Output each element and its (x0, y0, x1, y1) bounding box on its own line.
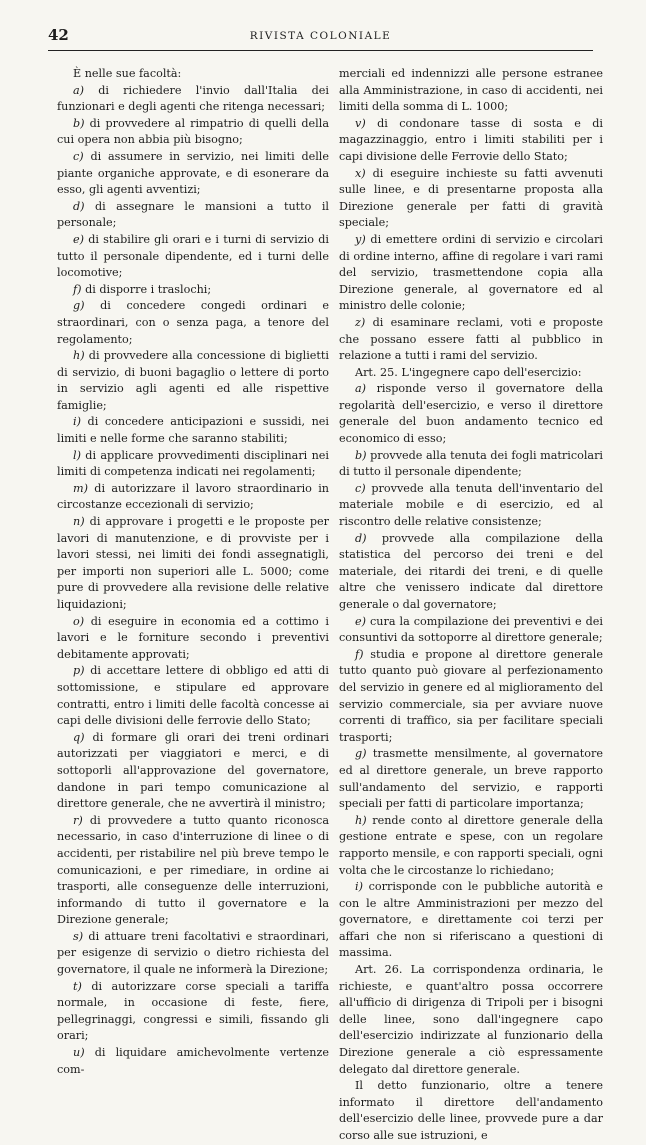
paragraph-text: di applicare provvedimenti disciplinari nei limiti di competenza indicati nei regolamenti; (57, 448, 329, 479)
paragraph-text: Art. 25. L'ingegnere capo dell'esercizio: (355, 365, 582, 379)
paragraph (339, 66, 603, 116)
paragraph-text: di provvedere a tutto quanto riconosca necessario, in caso d'interruzione di linee o di accidenti, per ristabilire nel più breve tempo le comunicazioni, e per rimediare, in ordine ai trasporti, alle conseguenze delle interruzioni, informando di tutto il governatore e la Direzione generale; (57, 813, 329, 927)
paragraph-text: di disporre i traslochi; (85, 282, 212, 296)
paragraph (57, 514, 329, 614)
paragraph (339, 647, 603, 747)
paragraph-text: di concedere congedi ordinari e straordinari, con o senza paga, a tenore del regolamento; (57, 299, 330, 346)
item-letter: d) (355, 531, 367, 545)
paragraph (57, 1045, 329, 1078)
item-letter: r) (73, 813, 83, 827)
paragraph (339, 746, 603, 812)
paragraph (339, 166, 603, 232)
paragraph (57, 448, 329, 481)
item-letter: b) (73, 116, 85, 130)
paragraph (57, 232, 329, 282)
paragraph-text: di esaminare reclami, voti e proposte che possano essere fatti al pubblico in relazione a tutti i rami del servizio. (339, 315, 603, 363)
item-letter: o) (73, 614, 85, 628)
paragraph (57, 414, 329, 447)
paragraph-text: provvede alla tenuta dell'inventario del materiale mobile e di esercizio, ed al riscontro delle relative consistenze; (339, 481, 603, 529)
item-letter: g) (73, 299, 85, 313)
paragraph (57, 663, 329, 729)
paragraph (57, 83, 329, 116)
paragraph-text: di concedere anticipazioni e sussidi, nei limiti e nelle forme che saranno stabiliti; (57, 415, 329, 446)
paragraph-text: risponde verso il governatore della regolarità dell'esercizio, e verso il direttore generale del buon andamento tecnico ed economico di esso; (339, 382, 603, 446)
paragraph-text: di attuare treni facoltativi e straordinari, per esigenze di servizio o dietro richiesta del governatore, il quale ne informerà la Direzione; (57, 929, 330, 977)
paragraph (57, 116, 329, 149)
item-letter: t) (73, 979, 82, 993)
paragraph-text: di accettare lettere di obbligo ed atti di sottomissione, e stipulare ed approvare contratti, entro i limiti delle facoltà concesse ai capi delle divisioni delle ferrovie dello Stato; (57, 664, 329, 728)
item-letter: a) (73, 83, 85, 97)
header-rule (48, 50, 593, 51)
paragraph-text: rende conto al direttore generale della gestione entrate e spese, con un regolare rapporto mensile, e con rapporti speciali, ogni volta che le circostanze lo richiedano; (339, 813, 603, 877)
paragraph-text: di provvedere alla concessione di biglietti di servizio, di buoni bagaglio o lettere di porto in servizio agli agenti ed alle rispettive famiglie; (57, 349, 329, 412)
paragraph-text: di provvedere al rimpatrio di quelli della cui opera non abbia più bisogno; (57, 116, 329, 147)
item-letter: h) (355, 813, 367, 827)
paragraph (57, 614, 329, 664)
item-letter: c) (355, 481, 366, 495)
paragraph (339, 315, 603, 365)
paragraph-text: di liquidare amichevolmente vertenze com- (57, 1046, 329, 1076)
paragraph (57, 149, 329, 199)
paragraph (339, 879, 603, 962)
item-letter: f) (73, 282, 82, 296)
paragraph-text: studia e propone al direttore generale tutto quanto può giovare al perfezionamento del servizio in genere ed al miglioramento del servizio commerciale, sia per avviare nuove correnti di traffico, sia per facilitare speciali trasporti; (339, 647, 603, 744)
paragraph-text: di eseguire in economia ed a cottimo i lavori e le forniture secondo i preventivi debitamente approvati; (57, 614, 329, 661)
paragraph (57, 730, 329, 813)
item-letter: i) (73, 415, 81, 429)
paragraph-text: di richiedere l'invio dall'Italia dei funzionari e degli agenti che ritenga necessari; (57, 83, 330, 114)
paragraph (339, 531, 603, 614)
paragraph (339, 116, 603, 166)
item-letter: i) (355, 880, 363, 894)
paragraph (339, 381, 603, 447)
paragraph-text: di stabilire gli orari e i turni di servizio di tutto il personale dipendente, ed i turni delle locomotive; (57, 232, 329, 280)
item-letter: u) (73, 1046, 85, 1060)
item-letter: c) (73, 149, 84, 163)
paragraph-text: Art. 26. La corrispondenza ordinaria, le richieste, e quant'altro possa occorrere all'ufficio di dirigenza di Tripoli per i bisogni delle linee, sono dall'ingegnere capo dell'esercizio indirizzate al funzionario della Direzione generale a ciò espressamente delegato dal direttore generale. (339, 963, 603, 1076)
item-letter: e) (355, 614, 366, 628)
item-letter: e) (73, 232, 84, 246)
paragraph-text: di assegnare le mansioni a tutto il personale; (57, 199, 329, 230)
page-header (48, 22, 593, 52)
item-letter: l) (73, 448, 81, 462)
item-letter: q) (73, 730, 85, 744)
paragraph-text: Il detto funzionario, oltre a tenere informato il direttore dell'andamento dell'esercizio delle linee, provvede pure a dar corso alle sue istruzioni, e (339, 1079, 603, 1142)
item-letter: v) (355, 116, 366, 130)
paragraph-text: cura la compilazione dei preventivi e dei consuntivi da sottoporre al direttore generale; (339, 614, 604, 645)
paragraph (57, 199, 329, 232)
left-column (57, 66, 329, 1078)
item-letter: m) (73, 481, 88, 495)
paragraph (57, 348, 329, 414)
paragraph-text: È nelle sue facoltà: (73, 67, 182, 80)
paragraph (339, 448, 603, 481)
paragraph-text: corrisponde con le pubbliche autorità e con le altre Amministrazioni per mezzo del governatore, e direttamente coi terzi per affari che non si riferiscano a questioni di massima. (339, 880, 604, 960)
paragraph-text: di assumere in servizio, nei limiti delle piante organiche approvate, e di esonerare da esso, gli agenti avventizi; (57, 149, 329, 197)
item-letter: b) (355, 448, 367, 462)
item-letter: n) (73, 515, 85, 529)
paragraph-text: di condonare tasse di sosta e di magazzinaggio, entro i limiti stabiliti per i capi divisione delle Ferrovie dello Stato; (339, 116, 604, 163)
item-letter: y) (355, 232, 366, 246)
paragraph-text: trasmette mensilmente, al governatore ed al direttore generale, un breve rapporto sull'andamento del servizio, e rapporti speciali per fatti di particolare importanza; (339, 747, 603, 811)
paragraph-text: di eseguire inchieste su fatti avvenuti sulle linee, e di presentarne proposta alla Direzione generale per fatti di gravità speciale; (339, 166, 603, 230)
paragraph (57, 298, 329, 348)
paragraph-text: di formare gli orari dei treni ordinari autorizzati per viaggiatori e merci, e di sottoporli all'approvazione del governatore, dandone in pari tempo comunicazione al direttore generale, che ne avvertirà il ministro; (57, 730, 330, 811)
item-letter: f) (355, 647, 364, 661)
running-title: RIVISTA COLONIALE (249, 30, 392, 42)
item-letter: h) (73, 349, 85, 363)
paragraph (339, 614, 603, 647)
paragraph-text: di approvare i progetti e le proposte per lavori di manutenzione, e di provviste per i lavori stessi, nei limiti dei fondi assegnatigli, per importi non superiori alle L. 5000; come pure di provvedere alla revisione delle relative liquidazioni; (57, 515, 330, 611)
paragraph-text: provvede alla tenuta dei fogli matricolari di tutto il personale dipendente; (339, 448, 603, 479)
paragraph (57, 813, 329, 929)
paragraph (339, 813, 603, 879)
paragraph (339, 481, 603, 531)
paragraph (57, 979, 329, 1045)
right-column (339, 66, 603, 1145)
item-letter: z) (355, 315, 366, 329)
paragraph (339, 1078, 603, 1144)
item-letter: s) (73, 929, 84, 943)
paragraph (339, 365, 603, 382)
item-letter: d) (73, 199, 85, 213)
item-letter: g) (355, 747, 367, 761)
item-letter: x) (355, 166, 366, 180)
paragraph (57, 929, 329, 979)
paragraph (57, 66, 329, 83)
paragraph-text: di emettere ordini di servizio e circolari di ordine interno, affine di regolare i vari rami del servizio, trasmettendone copia alla Direzione generale, al governatore ed al ministro delle colonie; (339, 232, 603, 313)
item-letter: p) (73, 664, 85, 678)
paragraph-text: provvede alla compilazione della statistica del percorso dei treni e del materiale, dei ritardi dei treni, e di quelle altre che venissero indicate dal direttore generale o dal governatore; (339, 531, 603, 611)
paragraph-text: di autorizzare il lavoro straordinario in circostanze eccezionali di servizio; (57, 481, 329, 512)
page-number: 42 (48, 26, 69, 44)
paragraph (339, 232, 603, 315)
paragraph (57, 282, 329, 299)
item-letter: a) (355, 382, 367, 396)
paragraph (339, 962, 603, 1078)
paragraph-text: di autorizzare corse speciali a tariffa normale, in occasione di feste, fiere, pellegrinaggi, congressi e simili, fissando gli orari; (57, 979, 330, 1043)
paragraph (57, 481, 329, 514)
paragraph-text: merciali ed indennizzi alle persone estranee alla Amministrazione, in caso di accidenti, nei limiti della somma di L. 1000; (339, 67, 603, 114)
